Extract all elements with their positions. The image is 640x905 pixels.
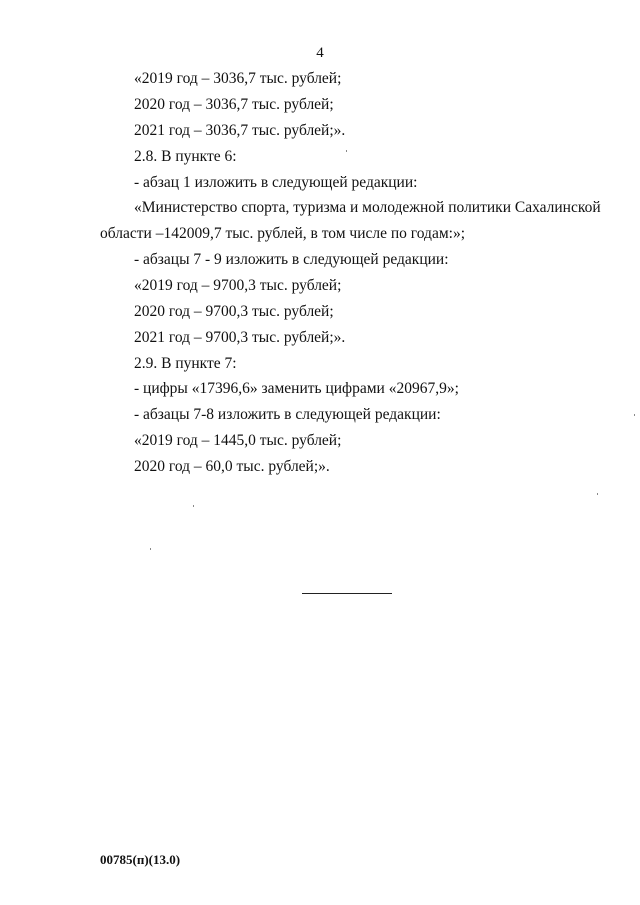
text-line-2: 2020 год – 3036,7 тыс. рублей; <box>134 96 334 113</box>
text-line-11: 2021 год – 9700,3 тыс. рублей;». <box>134 329 346 346</box>
scan-speck <box>597 493 598 495</box>
text-line-1: «2019 год – 3036,7 тыс. рублей; <box>134 70 342 87</box>
scan-speck <box>193 505 194 507</box>
text-line-6: «Министерство спорта, туризма и молодежной политики Сахалинской <box>134 199 601 216</box>
page-number: 4 <box>316 45 324 61</box>
scan-speck <box>150 548 151 550</box>
text-line-4: 2.8. В пункте 6: <box>134 148 237 165</box>
text-line-12: 2.9. В пункте 7: <box>134 355 237 372</box>
text-line-7: области –142009,7 тыс. рублей, в том числе по годам:»; <box>100 225 465 242</box>
scan-speck <box>346 150 347 152</box>
text-line-3: 2021 год – 3036,7 тыс. рублей;». <box>134 122 346 139</box>
text-line-8: - абзацы 7 - 9 изложить в следующей редакции: <box>134 251 449 268</box>
text-line-5: - абзац 1 изложить в следующей редакции: <box>134 174 418 191</box>
text-line-14: - абзацы 7-8 изложить в следующей редакции: <box>134 406 441 423</box>
text-line-13: - цифры «17396,6» заменить цифрами «20967,9»; <box>134 380 459 397</box>
document-code: 00785(п)(13.0) <box>100 852 181 867</box>
text-line-9: «2019 год – 9700,3 тыс. рублей; <box>134 277 342 294</box>
closing-divider <box>302 593 392 594</box>
scan-speck <box>634 414 635 416</box>
text-line-15: «2019 год – 1445,0 тыс. рублей; <box>134 432 342 449</box>
text-line-10: 2020 год – 9700,3 тыс. рублей; <box>134 303 334 320</box>
text-line-16: 2020 год – 60,0 тыс. рублей;». <box>134 458 330 475</box>
